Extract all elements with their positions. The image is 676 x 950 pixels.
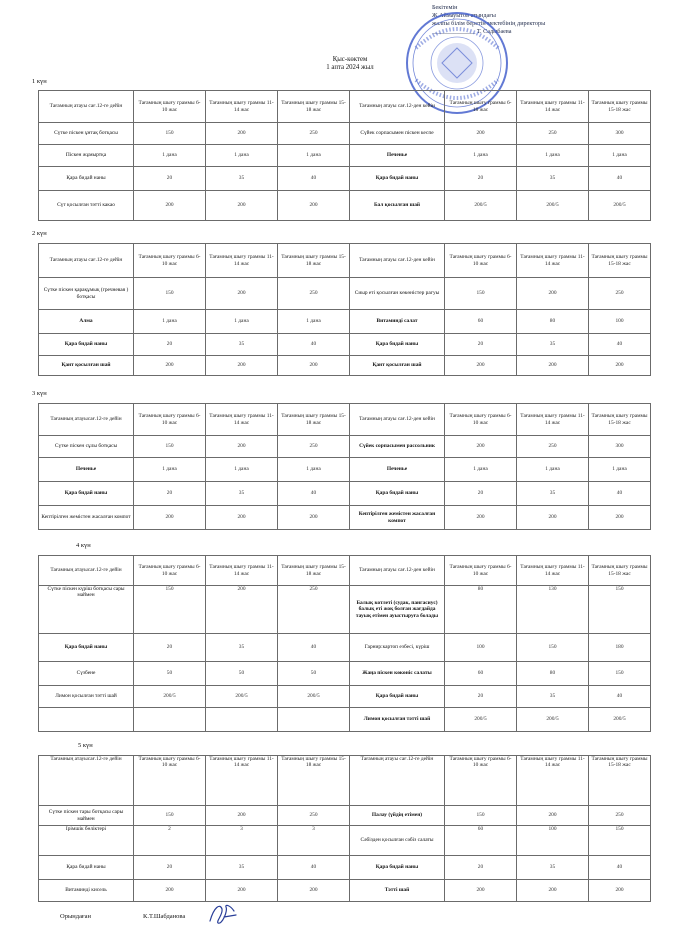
table-cell: Алма: [39, 310, 134, 334]
header-cell: Тағамның атауы сағ.12-ге дейін: [39, 244, 134, 278]
table-cell: 40: [278, 856, 350, 880]
table-row: [39, 880, 651, 902]
table-cell: 1 дана: [278, 458, 350, 482]
table-cell: 200: [517, 806, 589, 826]
table-cell: 1 дана: [278, 145, 350, 167]
table-cell: 150: [134, 123, 206, 145]
table-row: [39, 634, 651, 662]
table-cell: 200: [206, 586, 278, 634]
table-cell: Қант қосылған шай: [39, 356, 134, 376]
header-cell: Тағамның шығу граммы 15-18 жас: [589, 756, 651, 806]
table-cell: 100: [445, 634, 517, 662]
header-cell: Тағамның шығу граммы 15-18 жас: [589, 244, 651, 278]
table-cell: [278, 708, 350, 732]
page-title: [300, 56, 400, 72]
table-cell: 200: [278, 356, 350, 376]
table-cell: 60: [445, 826, 517, 856]
table-cell: 130: [517, 586, 589, 634]
table-cell: 1 дана: [134, 145, 206, 167]
table-cell: 80: [517, 310, 589, 334]
table-cell: 250: [517, 123, 589, 145]
header-cell: Тағамның атауы сағ.12-ден кейін: [350, 404, 445, 436]
table-cell: Сәбізден қосылған сәбіз салаты: [350, 826, 445, 856]
table-cell: Қант қосылған шай: [350, 356, 445, 376]
table-cell: 150: [134, 436, 206, 458]
table-cell: [39, 708, 134, 732]
table-cell: 300: [589, 436, 651, 458]
table-row: [39, 145, 651, 167]
table-cell: Қара бидай наны: [39, 334, 134, 356]
table-cell: 150: [445, 806, 517, 826]
table-cell: 200: [206, 356, 278, 376]
table-cell: 200: [206, 506, 278, 530]
header-cell: Тағамның шығу граммы 15-18 жас: [589, 404, 651, 436]
header-cell: Тағамның шығу граммы 11-14 жас: [517, 91, 589, 123]
table-cell: 200: [445, 123, 517, 145]
table-row: [39, 278, 651, 310]
header-cell: Тағамның шығу граммы 15-18 жас: [278, 404, 350, 436]
table-cell: 200: [445, 356, 517, 376]
table-cell: Лимон қосылған тәтті шай: [350, 708, 445, 732]
table-header-row: [39, 756, 651, 806]
signature-name: К.Т.Шабданова: [143, 913, 186, 920]
table-cell: 200/5: [517, 708, 589, 732]
header-cell: Тағамның шығу граммы 11-14 жас: [206, 756, 278, 806]
header-cell: Тағамның шығу граммы 15-18 жас: [278, 91, 350, 123]
table-cell: 1 дана: [206, 310, 278, 334]
table-cell: 250: [589, 278, 651, 310]
day-1-table: [38, 90, 651, 221]
table-row: [39, 856, 651, 880]
header-cell: Тағамның шығу граммы 15-18 жас: [589, 556, 651, 586]
table-cell: 40: [589, 482, 651, 506]
table-cell: 80: [517, 662, 589, 686]
table-cell: 150: [134, 806, 206, 826]
table-cell: 20: [134, 167, 206, 191]
table-cell: Витаминді салат: [350, 310, 445, 334]
day-3-table: [38, 403, 651, 530]
table-cell: 250: [278, 278, 350, 310]
header-cell: Тағамның шығу граммы 11-14 жас: [206, 556, 278, 586]
header-cell: Тағамның атауы сағ.12-ге дейін: [350, 756, 445, 806]
table-cell: 200/5: [589, 708, 651, 732]
table-cell: 200: [589, 506, 651, 530]
table-cell: 1 дана: [445, 145, 517, 167]
table-cell: 200: [134, 880, 206, 902]
table-row: [39, 826, 651, 856]
table-row: [39, 806, 651, 826]
header-cell: Тағамның атауысағ.12-ге дейін: [39, 556, 134, 586]
table-cell: 35: [206, 167, 278, 191]
table-cell: 250: [278, 586, 350, 634]
table-cell: 150: [589, 662, 651, 686]
table-cell: 35: [206, 856, 278, 880]
table-cell: 40: [278, 482, 350, 506]
table-cell: 200: [206, 278, 278, 310]
table-cell: 80: [445, 586, 517, 634]
table-cell: Қара бидай наны: [350, 856, 445, 880]
table-cell: Піскен жұмыртқа: [39, 145, 134, 167]
table-cell: 40: [278, 167, 350, 191]
table-cell: 1 дана: [517, 458, 589, 482]
table-cell: Қара бидай наны: [39, 856, 134, 880]
table-cell: Қара бидай наны: [350, 686, 445, 708]
table-cell: [134, 708, 206, 732]
table-cell: 1 дана: [517, 145, 589, 167]
table-cell: 100: [589, 310, 651, 334]
table-cell: Сүтке піскен сұлы ботқасы: [39, 436, 134, 458]
table-cell: 35: [517, 686, 589, 708]
table-cell: 150: [589, 586, 651, 634]
table-header-row: [39, 244, 651, 278]
header-cell: Тағамның шығу граммы 6-10 жас: [445, 244, 517, 278]
table-cell: 150: [134, 278, 206, 310]
table-row: [39, 310, 651, 334]
day-5-table: [38, 755, 651, 902]
table-cell: 1 дана: [589, 458, 651, 482]
table-cell: 50: [134, 662, 206, 686]
approval-line-4: ______________ Т. Садыбаева: [432, 28, 512, 35]
table-cell: 200: [445, 880, 517, 902]
table-cell: 20: [445, 482, 517, 506]
table-cell: 35: [517, 482, 589, 506]
table-row: [39, 586, 651, 634]
table-cell: 200: [206, 191, 278, 221]
table-cell: 35: [517, 334, 589, 356]
header-cell: Тағамның шығу граммы 6-10 жас: [445, 556, 517, 586]
day-4-label: 4 күн: [76, 542, 91, 549]
table-cell: 40: [278, 634, 350, 662]
table-cell: 200/5: [278, 686, 350, 708]
table-cell: Балық котлеті (судак, пангасиус) балық еті жоқ болған жағдайда тауық етімен ауыстыруға болады: [350, 586, 445, 634]
table-cell: 200: [278, 506, 350, 530]
table-cell: 250: [278, 806, 350, 826]
table-cell: 200: [278, 880, 350, 902]
table-cell: Лимон қосылған тәтті шай: [39, 686, 134, 708]
table-cell: 40: [589, 856, 651, 880]
table-row: [39, 482, 651, 506]
header-cell: Тағамның шығу граммы 11-14 жас: [517, 244, 589, 278]
table-cell: 20: [445, 686, 517, 708]
table-cell: 200: [134, 506, 206, 530]
table-row: [39, 191, 651, 221]
header-cell: Тағамның атауысағ.12-ге дейін: [39, 404, 134, 436]
table-cell: 50: [278, 662, 350, 686]
table-cell: Сүт қосылған тәтті какао: [39, 191, 134, 221]
day-2-label: 2 күн: [32, 230, 47, 237]
table-cell: Сүзбене: [39, 662, 134, 686]
day-4-table: [38, 555, 651, 732]
table-row: [39, 708, 651, 732]
table-cell: 3: [206, 826, 278, 856]
table-cell: 200/5: [134, 686, 206, 708]
header-cell: Тағамның шығу граммы 15-18 жас: [278, 556, 350, 586]
table-cell: 20: [134, 334, 206, 356]
table-row: [39, 506, 651, 530]
table-cell: 35: [517, 856, 589, 880]
header-cell: Тағамның атауы сағ.12-ге дейін: [39, 91, 134, 123]
table-cell: 200/5: [206, 686, 278, 708]
table-cell: 150: [517, 634, 589, 662]
header-cell: Тағамның шығу граммы 11-14 жас: [517, 556, 589, 586]
table-cell: 40: [278, 334, 350, 356]
approval-block: [432, 4, 632, 36]
table-cell: 20: [134, 634, 206, 662]
table-row: [39, 662, 651, 686]
header-cell: Тағамның шығу граммы 15-18 жас: [278, 756, 350, 806]
table-cell: 200: [517, 880, 589, 902]
table-cell: 150: [589, 826, 651, 856]
title-week: 1 апта 2024 жыл: [326, 64, 374, 71]
table-row: [39, 167, 651, 191]
table-cell: 20: [445, 167, 517, 191]
day-2-table: [38, 243, 651, 376]
table-cell: 60: [445, 310, 517, 334]
header-cell: Тағамның шығу граммы 6-10 жас: [134, 756, 206, 806]
table-cell: 200/5: [445, 191, 517, 221]
table-header-row: [39, 404, 651, 436]
table-cell: 20: [134, 856, 206, 880]
header-cell: Тағамның шығу граммы 6-10 жас: [134, 91, 206, 123]
table-cell: 200: [206, 806, 278, 826]
table-cell: 35: [206, 482, 278, 506]
header-cell: Тағамның атауы сағ.12-ден кейін: [350, 244, 445, 278]
table-cell: 200: [517, 278, 589, 310]
table-cell: 300: [589, 123, 651, 145]
header-cell: Тағамның шығу граммы 15-18 жас: [278, 244, 350, 278]
table-cell: Сиыр еті қосылған көкөністер рагуы: [350, 278, 445, 310]
table-cell: 35: [517, 167, 589, 191]
table-cell: 200: [134, 191, 206, 221]
table-cell: 1 дана: [206, 145, 278, 167]
header-cell: Тағамның шығу граммы 11-14 жас: [517, 404, 589, 436]
day-5-label: 5 күн: [78, 742, 93, 749]
table-cell: 2: [134, 826, 206, 856]
table-cell: 20: [445, 856, 517, 880]
table-row: [39, 458, 651, 482]
table-cell: 100: [517, 826, 589, 856]
signature-role: Орындаған: [60, 913, 92, 920]
table-cell: 1 дана: [134, 458, 206, 482]
table-cell: 35: [206, 334, 278, 356]
table-cell: 200: [206, 436, 278, 458]
table-cell: 40: [589, 686, 651, 708]
header-cell: Тағамның атауы сағ.12-ден кейін: [350, 91, 445, 123]
table-cell: Қара бидай наны: [39, 167, 134, 191]
table-cell: Сүтке піскен қарақұмық (гречневая ) ботқасы: [39, 278, 134, 310]
table-cell: 200: [517, 356, 589, 376]
day-3-label: 3 күн: [32, 390, 47, 397]
header-cell: Тағамның шығу граммы 6-10 жас: [445, 91, 517, 123]
table-cell: 150: [134, 586, 206, 634]
table-cell: 250: [517, 436, 589, 458]
table-cell: Кептірілген жемістен жасалған компот: [39, 506, 134, 530]
table-cell: 1 дана: [134, 310, 206, 334]
table-cell: 1 дана: [589, 145, 651, 167]
table-cell: 250: [278, 436, 350, 458]
header-cell: Тағамның шығу граммы 6-10 жас: [445, 404, 517, 436]
table-cell: 35: [206, 634, 278, 662]
header-cell: Тағамның шығу граммы 15-18 жас: [589, 91, 651, 123]
table-cell: 250: [589, 806, 651, 826]
handwritten-signature-icon: [206, 901, 240, 927]
header-cell: Тағамның шығу граммы 11-14 жас: [206, 91, 278, 123]
table-header-row: [39, 556, 651, 586]
table-cell: 250: [278, 123, 350, 145]
table-cell: Қара бидай наны: [39, 634, 134, 662]
table-cell: 200: [206, 880, 278, 902]
header-cell: Тағамның атауы сағ.12-ден кейін: [350, 556, 445, 586]
table-header-row: [39, 91, 651, 123]
approval-line-1: Бекітемін: [432, 4, 458, 11]
table-cell: Сүтке піскен тары ботқасы сары маймен: [39, 806, 134, 826]
table-cell: Қара бидай наны: [350, 334, 445, 356]
table-cell: Бал қосылған шай: [350, 191, 445, 221]
day-1-label: 1 күн: [32, 78, 47, 85]
table-cell: Жаңа піскен көкөніс салаты: [350, 662, 445, 686]
header-cell: Тағамның шығу граммы 6-10 жас: [134, 556, 206, 586]
table-cell: 200: [445, 436, 517, 458]
header-cell: Тағамның шығу граммы 6-10 жас: [445, 756, 517, 806]
table-cell: 1 дана: [445, 458, 517, 482]
table-cell: Тәтті шай: [350, 880, 445, 902]
table-cell: Печенье: [350, 145, 445, 167]
table-cell: Сүйек сорпасымен піскен кеспе: [350, 123, 445, 145]
header-cell: Тағамның шығу граммы 11-14 жас: [206, 404, 278, 436]
header-cell: Тағамның шығу граммы 11-14 жас: [517, 756, 589, 806]
table-cell: 200: [589, 880, 651, 902]
table-cell: 200: [517, 506, 589, 530]
table-cell: Қара бидай наны: [39, 482, 134, 506]
table-cell: 1 дана: [206, 458, 278, 482]
table-cell: 200: [445, 506, 517, 530]
table-cell: Ірімшік бөліктері: [39, 826, 134, 856]
approval-line-3: жалпы білім беретін мектебінің директоры: [432, 20, 546, 27]
table-cell: [206, 708, 278, 732]
table-cell: Печенье: [350, 458, 445, 482]
table-cell: 200: [134, 356, 206, 376]
table-cell: 200/5: [517, 191, 589, 221]
table-row: [39, 436, 651, 458]
table-cell: 3: [278, 826, 350, 856]
table-cell: Сүйек сорпасымен рассольник: [350, 436, 445, 458]
table-cell: 40: [589, 334, 651, 356]
table-cell: 40: [589, 167, 651, 191]
table-cell: 200: [278, 191, 350, 221]
table-cell: 50: [206, 662, 278, 686]
approval-line-2: Ж.Аймауытов атындағы: [432, 12, 496, 19]
table-cell: 60: [445, 662, 517, 686]
header-cell: Тағамның шығу граммы 6-10 жас: [134, 404, 206, 436]
table-cell: Сүтке піскен ұнтақ ботқасы: [39, 123, 134, 145]
table-row: [39, 686, 651, 708]
table-cell: Сүтке піскен күріш ботқасы сары маймен: [39, 586, 134, 634]
header-cell: Тағамның атауысағ.12-ге дейін: [39, 756, 134, 806]
table-cell: Қара бидай наны: [350, 167, 445, 191]
table-row: [39, 123, 651, 145]
title-season: Қыс-көктем: [332, 56, 368, 63]
table-cell: Кептірілген жемістен жасалған компот: [350, 506, 445, 530]
header-cell: Тағамның шығу граммы 6-10 жас: [134, 244, 206, 278]
table-cell: 200: [589, 356, 651, 376]
table-cell: 200/5: [445, 708, 517, 732]
header-cell: Тағамның шығу граммы 11-14 жас: [206, 244, 278, 278]
table-cell: 200/5: [589, 191, 651, 221]
table-cell: 1 дана: [278, 310, 350, 334]
table-cell: Печенье: [39, 458, 134, 482]
table-cell: 20: [134, 482, 206, 506]
table-cell: 20: [445, 334, 517, 356]
table-cell: Витаминді кисель: [39, 880, 134, 902]
table-cell: Палау (үйдің етімен): [350, 806, 445, 826]
table-cell: 150: [445, 278, 517, 310]
table-row: [39, 334, 651, 356]
table-cell: 180: [589, 634, 651, 662]
table-cell: Гарнир:картоп езбесі, күріш: [350, 634, 445, 662]
table-row: [39, 356, 651, 376]
table-cell: 200: [206, 123, 278, 145]
table-cell: Қара бидай наны: [350, 482, 445, 506]
